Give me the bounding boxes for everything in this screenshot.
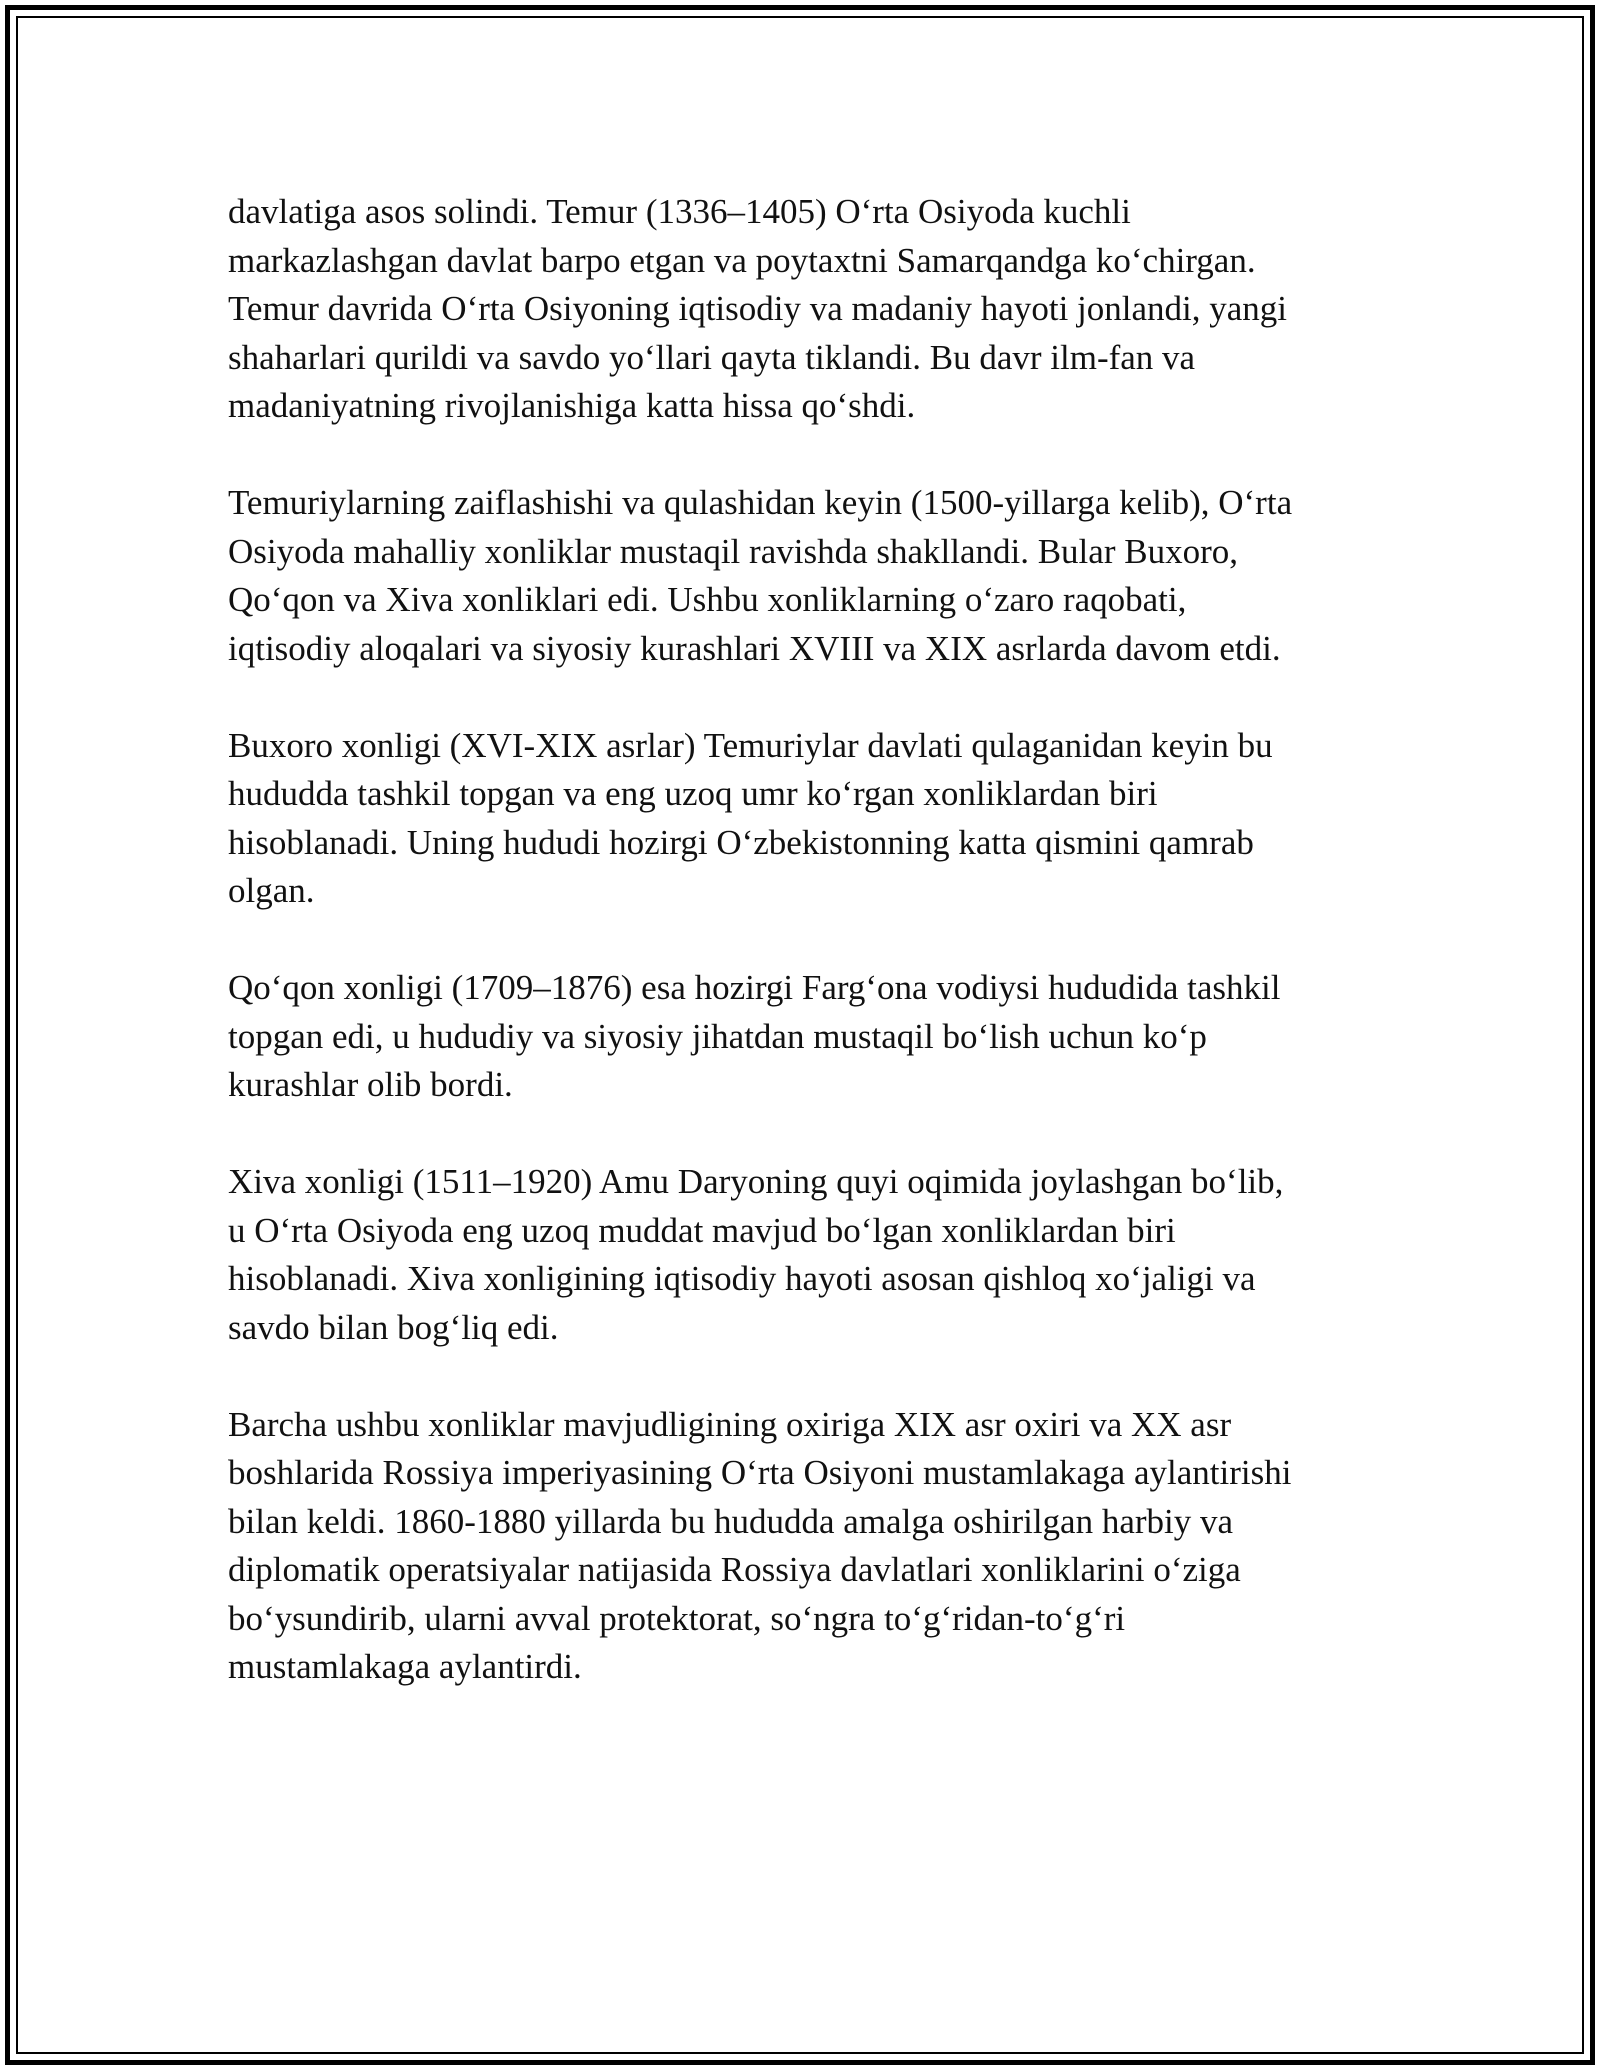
text-line: Buxoro xonligi (XVI-XIX asrlar) Temuriylar davlati qulaganidan keyin bu (228, 725, 1273, 765)
text-line: savdo bilan bogʻliq edi. (228, 1307, 559, 1347)
text-line: bilan keldi. 1860-1880 yillarda bu hududda amalga oshirilgan harbiy va (228, 1501, 1234, 1541)
text-line: Osiyoda mahalliy xonliklar mustaqil ravishda shakllandi. Bular Buxoro, (228, 531, 1238, 571)
paragraph-russian-conquest (228, 1401, 1388, 1692)
text-line: boshlarida Rossiya imperiyasining Oʻrta Osiyoni mustamlakaga aylantirishi (228, 1453, 1292, 1492)
paragraph-temur (228, 188, 1388, 431)
text-line: Xiva xonligi (1511–1920) Amu Daryoning quyi oqimida joylashgan boʻlib, (228, 1162, 1284, 1201)
text-line: kurashlar olib bordi. (228, 1065, 513, 1104)
text-line: madaniyatning rivojlanishiga katta hissa qoʻshdi. (228, 386, 916, 425)
text-line: olgan. (228, 871, 315, 910)
paragraph-khanates-rise (228, 479, 1388, 673)
text-line: Barcha ushbu xonliklar mavjudligining oxiriga XIX asr oxiri va XX asr (228, 1404, 1232, 1444)
text-line: diplomatik operatsiyalar natijasida Rossiya davlatlari xonliklarini oʻziga (228, 1550, 1241, 1589)
paragraph-khiva (228, 1158, 1388, 1352)
paragraph-kokand (228, 964, 1388, 1110)
text-line: Temuriylarning zaiflashishi va qulashidan keyin (1500-yillarga kelib), Oʻrta (228, 483, 1293, 522)
text-line: boʻysundirib, ularni avval protektorat, soʻngra toʻgʻridan-toʻgʻri (228, 1598, 1126, 1638)
text-line: Qoʻqon va Xiva xonliklari edi. Ushbu xonliklarning oʻzaro raqobati, (228, 580, 1187, 619)
text-line: iqtisodiy aloqalari va siyosiy kurashlari XVIII va XIX asrlarda davom etdi. (228, 628, 1281, 668)
text-line: shaharlari qurildi va savdo yoʻllari qayta tiklandi. Bu davr ilm-fan va (228, 337, 1196, 377)
text-line: markazlashgan davlat barpo etgan va poytaxtni Samarqandga koʻchirgan. (228, 240, 1256, 280)
paragraph-bukhara (228, 722, 1388, 916)
text-line: u Oʻrta Osiyoda eng uzoq muddat mavjud boʻlgan xonliklardan biri (228, 1210, 1176, 1250)
text-line: topgan edi, u hududiy va siyosiy jihatdan mustaqil boʻlish uchun koʻp (228, 1016, 1207, 1056)
document-body (228, 188, 1388, 1740)
text-line: hududda tashkil topgan va eng uzoq umr koʻrgan xonliklardan biri (228, 774, 1158, 813)
text-line: Qoʻqon xonligi (1709–1876) esa hozirgi Fargʻona vodiysi hududida tashkil (228, 968, 1281, 1007)
text-line: mustamlakaga aylantirdi. (228, 1647, 582, 1686)
text-line: hisoblanadi. Uning hududi hozirgi Oʻzbekistonning katta qismini qamrab (228, 822, 1254, 862)
text-line: hisoblanadi. Xiva xonligining iqtisodiy hayoti asosan qishloq xoʻjaligi va (228, 1259, 1256, 1298)
text-line: Temur davrida Oʻrta Osiyoning iqtisodiy va madaniy hayoti jonlandi, yangi (228, 289, 1288, 328)
text-line: davlatiga asos solindi. Temur (1336–1405) Oʻrta Osiyoda kuchli (228, 192, 1131, 231)
